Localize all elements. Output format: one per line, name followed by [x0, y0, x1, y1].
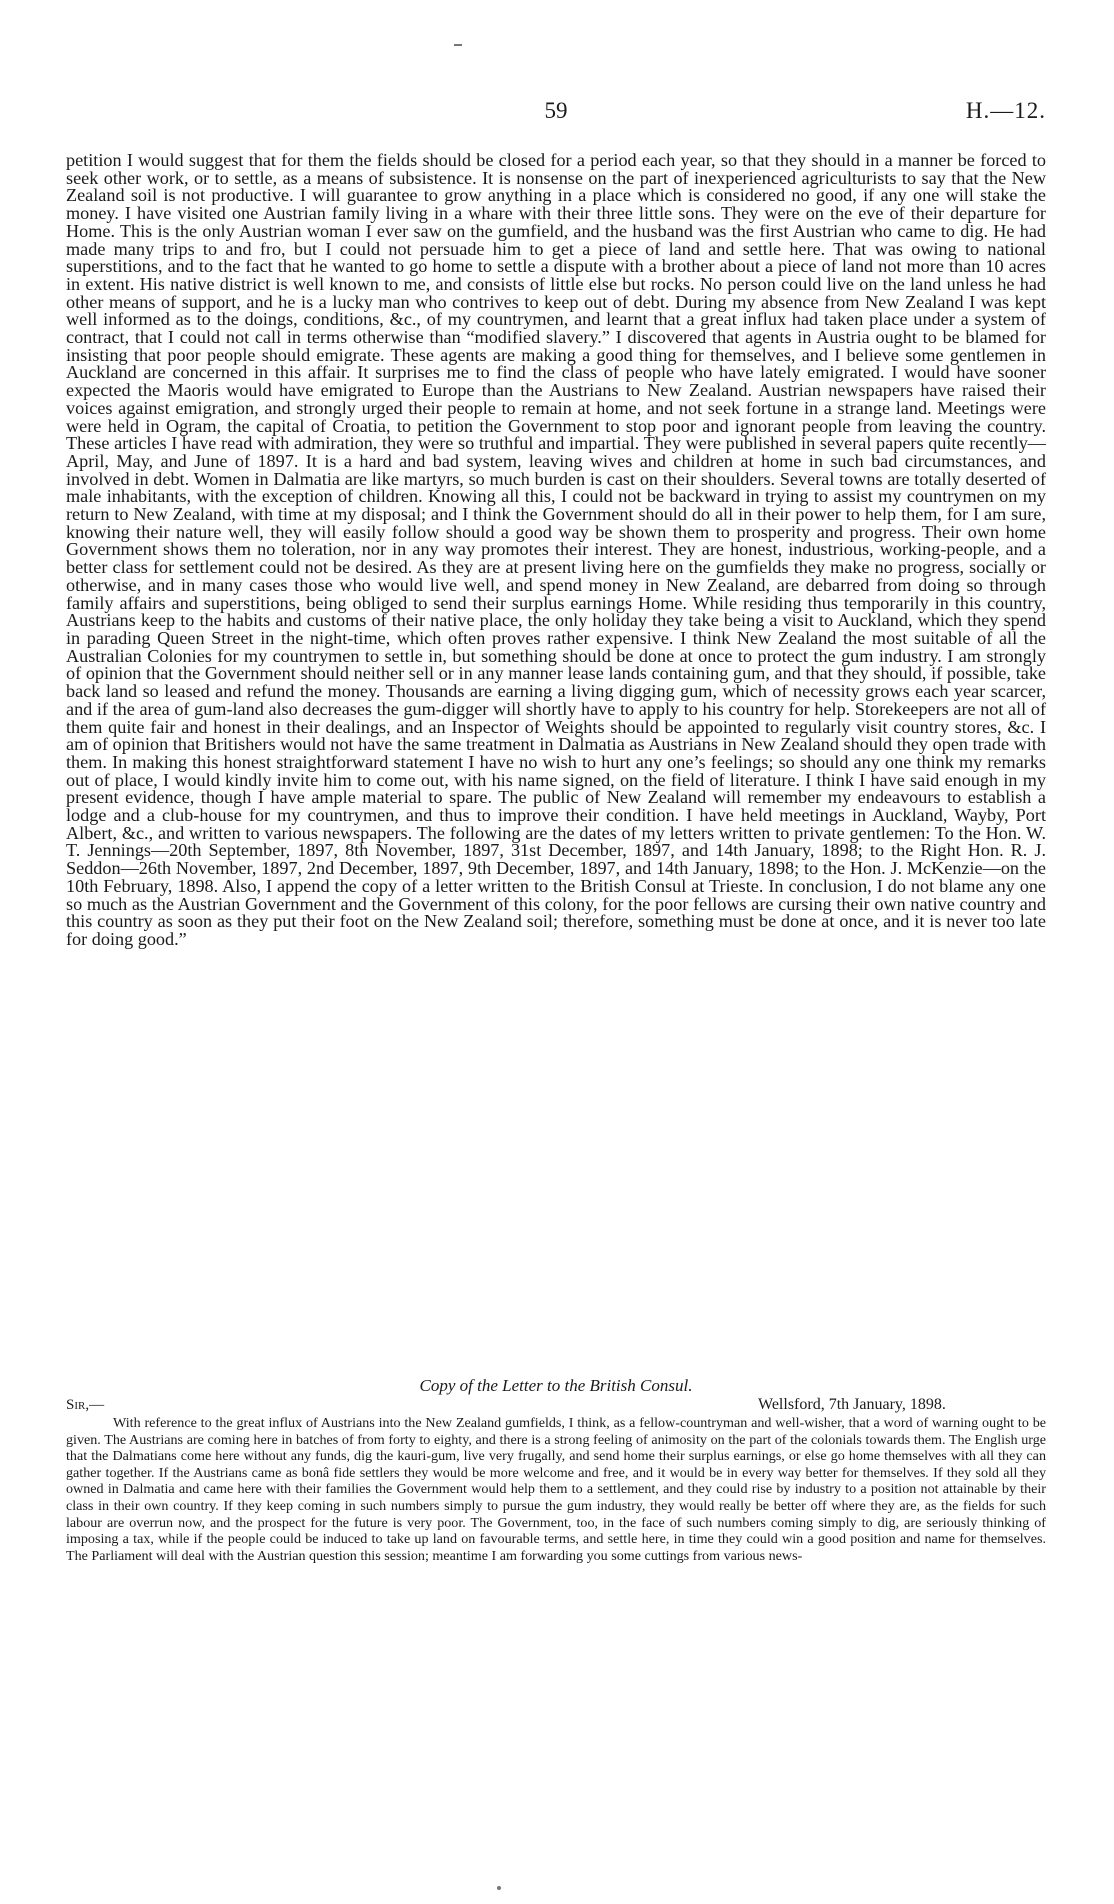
document-reference: H.—12. [965, 98, 1046, 123]
letter-body: With reference to the great influx of Austrians into the New Zealand gumfields, I think, as a fellow-countryman and well-wisher, that a word of warning ought to be given. The Austrians are coming here in batches of from forty to eighty, and there is a strong feeling of animosity on the part of the colonials towards them. The English urge that the Dalmatians come here without any funds, dig the kauri-gum, live very frugally, and send home their surplus earnings, or else go home themselves with all they can gather together. If the Austrians came as bonâ fide settlers they would be more welcome and free, and it would be in every way better for themselves. If they sold all they owned in Dalmatia and came here with their families the Government would help them to a settlement, and they could rise by industry to a position not attainable by their class in their own country. If they keep coming in such numbers simply to pursue the gum industry, they would really be better off where they are, as the fields for such labour are overrun now, and the prospect for the future is very poor. The Government, too, in the face of such numbers coming simply to dig, are seriously thinking of imposing a tax, while if the people could be induced to take up land on favourable terms, and settle here, in time they could win a good position and name for themselves. The Parliament will deal with the Austrian question this session; meantime I am forwarding you some cuttings from various news- [66, 1415, 1046, 1564]
page-number: 59 [544, 98, 568, 123]
print-mark [497, 1886, 501, 1890]
letter-salutation: Sir,— [66, 1397, 105, 1413]
letter-place-date: Wellsford, 7th January, 1898. [758, 1396, 946, 1413]
letter-salutation-row [66, 1395, 1046, 1415]
body-paragraph: petition I would suggest that for them the fields should be closed for a period each year, so that they should in a manner be forced to seek other work, or to settle, as a means of subsistence. It is nonsense on the part of inexperienced agriculturists to say that the New Zealand soil is not productive. I will guarantee to grow anything in a place which is considered no good, if any one will stake the money. I have visited one Austrian family living in a whare with their three little sons. They were on the eve of their departure for Home. This is the only Austrian woman I ever saw on the gumfield, and the husband was the first Austrian who came to dig. He had made many trips to and fro, but I could not persuade him to get a piece of land and settle here. That was owing to national superstitions, and to the fact that he wanted to go home to settle a dispute with a brother about a piece of land not more than 10 acres in extent. His native district is well known to me, and consists of little else but rocks. No person could live on the land unless he had other means of support, and he is a lucky man who contrives to keep out of debt. During my absence from New Zealand I was kept well informed as to the doings, conditions, &c., of my countrymen, and learnt that a great influx had taken place under a system of contract, that I could not call in terms otherwise than “modified slavery.” I discovered that agents in Austria ought to be blamed for insisting that poor people should emigrate. These agents are making a good thing for themselves, and I believe some gentlemen in Auckland are concerned in this affair. It surprises me to find the class of people who have lately emigrated. I would have sooner expected the Maoris would have emigrated to Europe than the Austrians to New Zealand. Austrian newspapers have raised their voices against emigration, and strongly urged their people to remain at home, and not seek fortune in a strange land. Meetings were were held in Ogram, the capital of Croatia, to petition the Government to stop poor and ignorant people from leaving the country. These articles I have read with admiration, they were so truthful and impartial. They were published in several papers quite recently—April, May, and June of 1897. It is a hard and bad system, leaving wives and children at home in such bad circumstances, and involved in debt. Women in Dalmatia are like martyrs, so much burden is cast on their shoulders. Several towns are totally deserted of male inhabitants, with the exception of children. Knowing all this, I could not be backward in trying to assist my countrymen on my return to New Zealand, with time at my disposal; and I think the Government should do all in their power to help them, for I am sure, knowing their nature well, they will easily follow should a good way be shown them to prosperity and progress. Their own home Government shows them no toleration, nor in any way promotes their interest. They are honest, industrious, working-people, and a better class for settlement could not be desired. As they are at present living here on the gumfields they make no progress, socially or otherwise, and in many cases those who would live well, and spend money in New Zealand, are debarred from doing so through family affairs and superstitions, being obliged to send their surplus earnings Home. While residing thus temporarily in this country, Austrians keep to the habits and customs of their native place, the only holiday they take being a visit to Auckland, which they spend in parading Queen Street in the night-time, which often proves rather expensive. I think New Zealand the most suitable of all the Australian Colonies for my countrymen to settle in, but something should be done at once to protect the gum industry. I am strongly of opinion that the Government should neither sell or in any manner lease lands containing gum, and that they should, if possible, take back land so leased and refund the money. Thousands are earning a living digging gum, which of necessity grows each year scarcer, and if the area of gum-land also decreases the gum-digger will shortly have to apply to his country for help. Storekeepers are not all of them quite fair and honest in their dealings, and an Inspector of Weights should be appointed to regularly visit country stores, &c. I am of opinion that Britishers would not have the same treatment in Dalmatia as Austrians in New Zealand should they open trade with them. In making this honest straightforward statement I have no wish to hurt any one’s feelings; so should any one think my remarks out of place, I would kindly invite him to come out, with his name signed, on the field of literature. I think I have said enough in my present evidence, though I have ample material to spare. The public of New Zealand will remember my endeavours to establish a lodge and a club-house for my countrymen, and thus to improve their condition. I have held meetings in Auckland, Wayby, Port Albert, &c., and written to various newspapers. The following are the dates of my letters written to private gentlemen: To the Hon. W. T. Jennings—20th September, 1897, 8th November, 1897, 31st December, 1897, and 14th January, 1898; to the Right Hon. R. J. Seddon—26th November, 1897, 2nd December, 1897, 9th December, 1897, and 14th January, 1898; to the Hon. J. McKenzie—on the 10th February, 1898. Also, I append the copy of a letter written to the British Consul at Trieste. In conclusion, I do not blame any one so much as the Austrian Government and the Government of this colony, for the poor fellows are cursing their own native country and this country as soon as they put their foot on the New Zealand soil; therefore, something must be done at once, and it is never too late for doing good.” [66, 150, 1046, 949]
print-mark [454, 44, 462, 46]
document-page [66, 0, 1046, 1904]
page-header [66, 96, 1046, 126]
evidence-text [66, 152, 1046, 949]
letter-heading: Copy of the Letter to the British Consul. [419, 1376, 693, 1395]
